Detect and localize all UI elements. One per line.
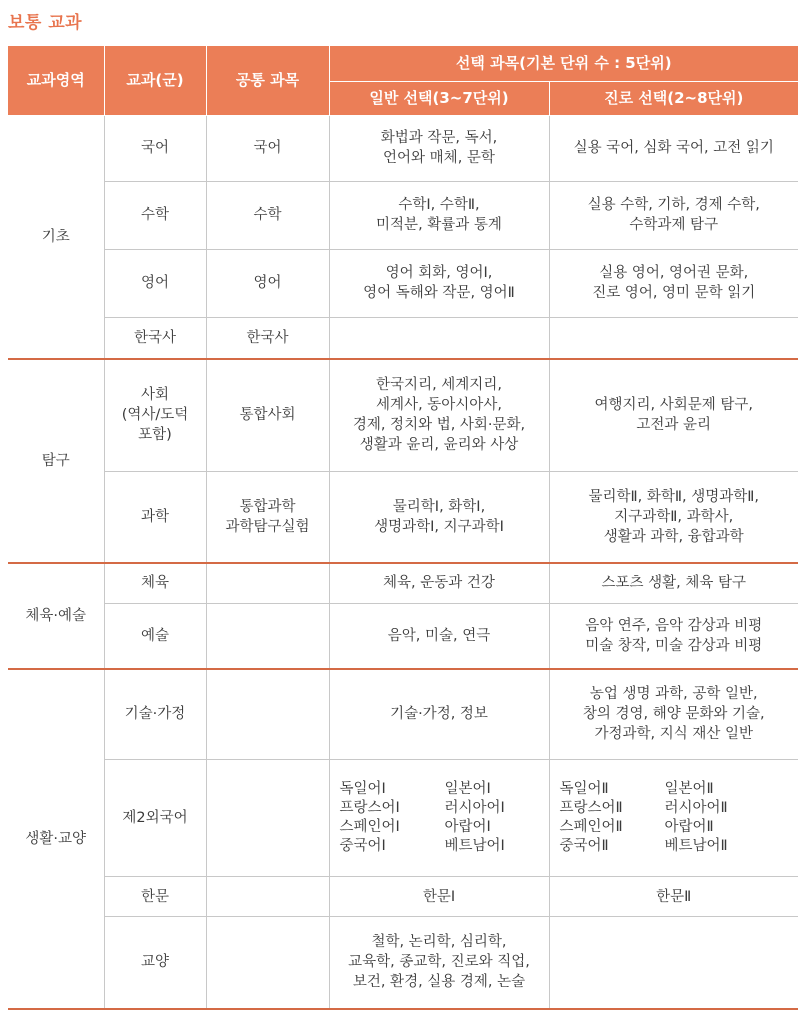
list-item: 프랑스어Ⅱ [559, 799, 623, 816]
area-pe-arts: 체육·예술 [8, 563, 104, 669]
table-row-tech-home [8, 669, 798, 759]
table-row-chinese-classics [8, 877, 798, 917]
subject-cell: 영어 [104, 249, 206, 317]
general-cell: 수학Ⅰ, 수학Ⅱ, 미적분, 확률과 통계 [329, 181, 549, 249]
header-elective: 선택 과목(기본 단위 수 : 5단위) [329, 46, 798, 81]
common-cell: 영어 [206, 249, 329, 317]
common-cell [206, 917, 329, 1009]
list-item: 아랍어Ⅱ [664, 818, 714, 835]
list-item: 아랍어Ⅰ [444, 818, 491, 835]
common-cell: 통합사회 [206, 359, 329, 471]
page-title: 보통 교과 [8, 13, 83, 33]
career-cell: 농업 생명 과학, 공학 일반, 창의 경영, 해양 문화와 기술, 가정과학, 지식 재산 일반 [549, 669, 798, 759]
table-row-pe [8, 563, 798, 603]
career-cell: 스포츠 생활, 체육 탐구 [549, 563, 798, 603]
common-cell: 한국사 [206, 317, 329, 359]
common-cell: 국어 [206, 115, 329, 181]
subject-cell: 교양 [104, 917, 206, 1009]
area-life-culture: 생활·교양 [8, 669, 104, 1009]
career-cell: 실용 수학, 기하, 경제 수학, 수학과제 탐구 [549, 181, 798, 249]
list-item: 베트남어Ⅱ [664, 837, 728, 854]
subject-cell: 기술·가정 [104, 669, 206, 759]
common-cell [206, 669, 329, 759]
header-general-elective: 일반 선택(3~7단위) [329, 81, 549, 115]
general-cell: 철학, 논리학, 심리학, 교육학, 종교학, 진로와 직업, 보건, 환경, 실용 경제, 논술 [329, 917, 549, 1009]
common-cell: 수학 [206, 181, 329, 249]
subject-cell: 예술 [104, 603, 206, 669]
area-basic: 기초 [8, 115, 104, 359]
career-cell [549, 759, 798, 877]
list-item: 독일어Ⅰ [339, 780, 386, 797]
common-cell [206, 759, 329, 877]
header-common-subject: 공통 과목 [206, 46, 329, 115]
general-cell [329, 759, 549, 877]
career-cell: 여행지리, 사회문제 탐구, 고전과 윤리 [549, 359, 798, 471]
general-cell: 한문Ⅰ [329, 877, 549, 917]
list-item: 일본어Ⅰ [444, 780, 491, 797]
table-row-social [8, 359, 798, 471]
header-career-elective: 진로 선택(2~8단위) [549, 81, 798, 115]
list-item: 일본어Ⅱ [664, 780, 714, 797]
list-item: 스페인어Ⅱ [559, 818, 623, 835]
general-cell: 한국지리, 세계지리, 세계사, 동아시아사, 경제, 정치와 법, 사회·문화, 생활과 윤리, 윤리와 사상 [329, 359, 549, 471]
career-cell [549, 317, 798, 359]
list-item: 중국어Ⅱ [559, 837, 609, 854]
career-cell: 실용 영어, 영어권 문화, 진로 영어, 영미 문학 읽기 [549, 249, 798, 317]
curriculum-table [8, 46, 798, 1010]
area-inquiry: 탐구 [8, 359, 104, 563]
general-cell [329, 317, 549, 359]
table-row-korean [8, 115, 798, 181]
table-row-arts [8, 603, 798, 669]
table-row-korean-history [8, 317, 798, 359]
common-cell [206, 563, 329, 603]
common-cell [206, 877, 329, 917]
list-item: 독일어Ⅱ [559, 780, 609, 797]
list-item: 중국어Ⅰ [339, 837, 386, 854]
common-cell: 통합과학 과학탐구실험 [206, 471, 329, 563]
career-cell: 실용 국어, 심화 국어, 고전 읽기 [549, 115, 798, 181]
subject-cell: 체육 [104, 563, 206, 603]
general-cell: 음악, 미술, 연극 [329, 603, 549, 669]
general-cell: 물리학Ⅰ, 화학Ⅰ, 생명과학Ⅰ, 지구과학Ⅰ [329, 471, 549, 563]
general-cell: 기술·가정, 정보 [329, 669, 549, 759]
list-item: 베트남어Ⅰ [444, 837, 505, 854]
subject-cell: 과학 [104, 471, 206, 563]
table-row-second-language [8, 759, 798, 877]
subject-cell: 한문 [104, 877, 206, 917]
subject-cell: 수학 [104, 181, 206, 249]
language-list-general [334, 780, 545, 857]
list-item: 러시아어Ⅰ [444, 799, 505, 816]
subject-cell: 제2외국어 [104, 759, 206, 877]
career-cell: 음악 연주, 음악 감상과 비평 미술 창작, 미술 감상과 비평 [549, 603, 798, 669]
language-list-career [554, 780, 795, 857]
general-cell: 화법과 작문, 독서, 언어와 매체, 문학 [329, 115, 549, 181]
general-cell: 체육, 운동과 건강 [329, 563, 549, 603]
list-item: 프랑스어Ⅰ [339, 799, 400, 816]
general-cell: 영어 회화, 영어Ⅰ, 영어 독해와 작문, 영어Ⅱ [329, 249, 549, 317]
subject-cell: 한국사 [104, 317, 206, 359]
common-cell [206, 603, 329, 669]
table-row-liberal-arts [8, 917, 798, 1009]
list-item: 스페인어Ⅰ [339, 818, 400, 835]
career-cell: 물리학Ⅱ, 화학Ⅱ, 생명과학Ⅱ, 지구과학Ⅱ, 과학사, 생활과 과학, 융합과학 [549, 471, 798, 563]
header-subject-group: 교과(군) [104, 46, 206, 115]
table-row-math [8, 181, 798, 249]
subject-cell: 국어 [104, 115, 206, 181]
subject-cell: 사회 (역사/도덕 포함) [104, 359, 206, 471]
table-row-english [8, 249, 798, 317]
career-cell [549, 917, 798, 1009]
career-cell: 한문Ⅱ [549, 877, 798, 917]
table-row-science [8, 471, 798, 563]
header-area: 교과영역 [8, 46, 104, 115]
list-item: 러시아어Ⅱ [664, 799, 728, 816]
